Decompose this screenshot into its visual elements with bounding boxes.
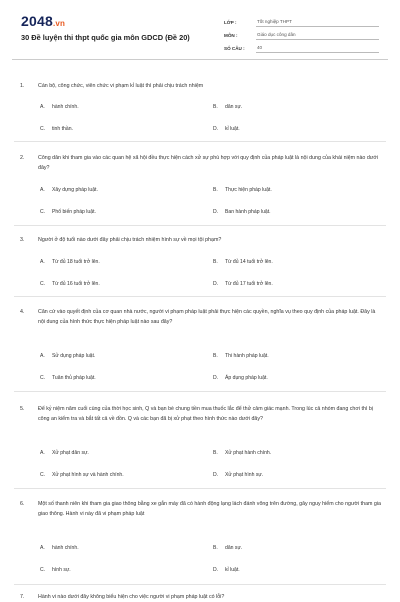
option-d[interactable] xyxy=(213,375,268,381)
question-number: 4. xyxy=(20,309,25,315)
option-d[interactable] xyxy=(213,281,273,287)
option-b[interactable] xyxy=(213,104,242,110)
question-number: 5. xyxy=(20,406,25,412)
option-c[interactable] xyxy=(40,375,96,381)
question-separator xyxy=(14,141,386,142)
exam-meta xyxy=(224,14,379,53)
option-a[interactable] xyxy=(40,104,79,110)
option-text: Tuân thủ pháp luật. xyxy=(52,375,96,381)
question-separator xyxy=(14,225,386,226)
option-d[interactable] xyxy=(213,567,240,573)
document-title: 30 Đề luyện thi thpt quốc gia môn GDCD (Đề 20) xyxy=(21,33,190,42)
option-text: Thi hành pháp luật. xyxy=(225,353,269,359)
question-number: 2. xyxy=(20,155,25,161)
option-letter: A. xyxy=(40,259,45,265)
option-text: Từ đủ 17 tuổi trở lên. xyxy=(225,281,273,287)
option-letter: D. xyxy=(213,567,219,573)
option-text: hành chính. xyxy=(52,104,79,110)
option-b[interactable] xyxy=(213,450,271,456)
option-letter: D. xyxy=(213,126,219,132)
option-text: Xử phạt dân sự. xyxy=(52,450,89,456)
option-text: hình sự. xyxy=(52,567,71,573)
question-number: 6. xyxy=(20,501,25,507)
option-d[interactable] xyxy=(213,126,240,132)
header-divider xyxy=(12,59,388,60)
option-text: Sử dụng pháp luật. xyxy=(52,353,96,359)
option-text: dân sự. xyxy=(225,104,243,110)
option-text: kỉ luật. xyxy=(225,126,240,132)
option-a[interactable] xyxy=(40,353,95,359)
question-number: 1. xyxy=(20,83,25,89)
option-letter: C. xyxy=(40,375,46,381)
option-text: Ban hành pháp luật. xyxy=(225,209,271,215)
option-b[interactable] xyxy=(213,187,272,193)
meta-value: 40 xyxy=(256,45,379,53)
option-a[interactable] xyxy=(40,450,89,456)
meta-value: Tốt nghiệp THPT xyxy=(256,19,379,27)
option-text: Xây dựng pháp luật. xyxy=(52,187,98,193)
meta-key: LỚP : xyxy=(224,20,237,25)
option-c[interactable] xyxy=(40,126,73,132)
meta-row-class xyxy=(224,14,379,27)
option-a[interactable] xyxy=(40,259,100,265)
option-text: Xử phạt hình sự. xyxy=(225,472,264,478)
option-letter: C. xyxy=(40,567,46,573)
option-letter: D. xyxy=(213,375,219,381)
question-text: Cán bộ, công chức, viên chức vi phạm kỉ luật thì phải chịu trách nhiệm xyxy=(38,82,204,89)
logo-text: 2048 xyxy=(21,13,53,29)
option-text: Từ đủ 14 tuổi trở lên. xyxy=(225,259,273,265)
option-text: Áp dụng pháp luật. xyxy=(225,375,268,381)
option-d[interactable] xyxy=(213,209,271,215)
option-c[interactable] xyxy=(40,209,96,215)
option-text: Thực hiện pháp luật. xyxy=(225,187,272,193)
question-separator xyxy=(14,391,386,392)
option-letter: C. xyxy=(40,126,46,132)
option-text: Từ đủ 18 tuổi trở lên. xyxy=(52,259,100,265)
question-text: Người ở độ tuổi nào dưới đây phải chịu trách nhiệm hình sự về mọi tội phạm? xyxy=(38,236,222,243)
option-b[interactable] xyxy=(213,545,242,551)
option-d[interactable] xyxy=(213,472,263,478)
question-separator xyxy=(14,296,386,297)
site-logo[interactable] xyxy=(21,13,65,29)
option-b[interactable] xyxy=(213,259,273,265)
option-c[interactable] xyxy=(40,472,124,478)
question-text: Căn cứ vào quyết định của cơ quan nhà nước, người vi phạm pháp luật phải thực hiện các quyền, nghĩa vụ theo quy định của pháp luật. Đây là nội dung của hình thức thực hiện pháp luật nào sau đây? xyxy=(38,308,376,325)
meta-value: Giáo dục công dân xyxy=(256,32,379,40)
option-text: kỉ luật. xyxy=(225,567,240,573)
question-separator xyxy=(14,488,386,489)
option-text: Từ đủ 16 tuổi trở lên. xyxy=(52,281,100,287)
option-c[interactable] xyxy=(40,281,100,287)
option-letter: B. xyxy=(213,187,218,193)
question-number: 7. xyxy=(20,594,25,600)
option-letter: C. xyxy=(40,209,46,215)
option-letter: A. xyxy=(40,353,45,359)
meta-row-count xyxy=(224,40,379,53)
option-letter: B. xyxy=(213,450,218,456)
option-letter: C. xyxy=(40,281,46,287)
option-text: tinh thần. xyxy=(52,126,73,132)
meta-key: MÔN : xyxy=(224,33,238,38)
question-text: Để kỷ niệm năm cuối cùng của thời học sinh, Q và bạn bè chung tiền mua thuốc lắc để thử cảm giác mạnh. Trong lúc cả nhóm đang chơi thì bị công an kiểm tra và bắt tất cả về đồn. Q và các bạn đã bị xử phạt theo hình thức nào dưới đây? xyxy=(38,405,373,422)
question-number: 3. xyxy=(20,237,25,243)
option-text: hành chính. xyxy=(52,545,79,551)
option-letter: B. xyxy=(213,353,218,359)
meta-row-subject xyxy=(224,27,379,40)
option-letter: D. xyxy=(213,281,219,287)
question-text: Một số thanh niên khi tham gia giao thông bằng xe gắn máy đã có hành động lạng lách đánh võng trên đường, gây nguy hiểm cho người tham gia giao thông. Hành vi này đã vi phạm pháp luật xyxy=(38,500,381,517)
option-letter: A. xyxy=(40,450,45,456)
option-text: Phổ biến pháp luật. xyxy=(52,209,96,215)
option-text: Xử phạt hình sự và hành chính. xyxy=(52,472,124,478)
question-text: Công dân khi tham gia vào các quan hệ xã hội đều thực hiện cách xử sự phù hợp với quy định của pháp luật là nội dung của khái niệm nào dưới đây? xyxy=(38,154,378,171)
option-letter: B. xyxy=(213,545,218,551)
option-text: dân sự. xyxy=(225,545,243,551)
option-a[interactable] xyxy=(40,545,79,551)
option-text: Xử phạt hành chính. xyxy=(225,450,272,456)
option-b[interactable] xyxy=(213,353,269,359)
question-separator xyxy=(14,584,386,585)
logo-tld: .vn xyxy=(52,19,66,28)
question-text: Hành vi nào dưới đây không biểu hiện cho việc người vi phạm pháp luật có lỗi? xyxy=(38,593,225,600)
option-letter: D. xyxy=(213,472,219,478)
option-letter: B. xyxy=(213,104,218,110)
option-letter: B. xyxy=(213,259,218,265)
option-a[interactable] xyxy=(40,187,98,193)
option-letter: C. xyxy=(40,472,46,478)
option-c[interactable] xyxy=(40,567,71,573)
option-letter: A. xyxy=(40,545,45,551)
option-letter: A. xyxy=(40,187,45,193)
option-letter: A. xyxy=(40,104,45,110)
option-letter: D. xyxy=(213,209,219,215)
meta-key: SỐ CÂU : xyxy=(224,46,245,51)
